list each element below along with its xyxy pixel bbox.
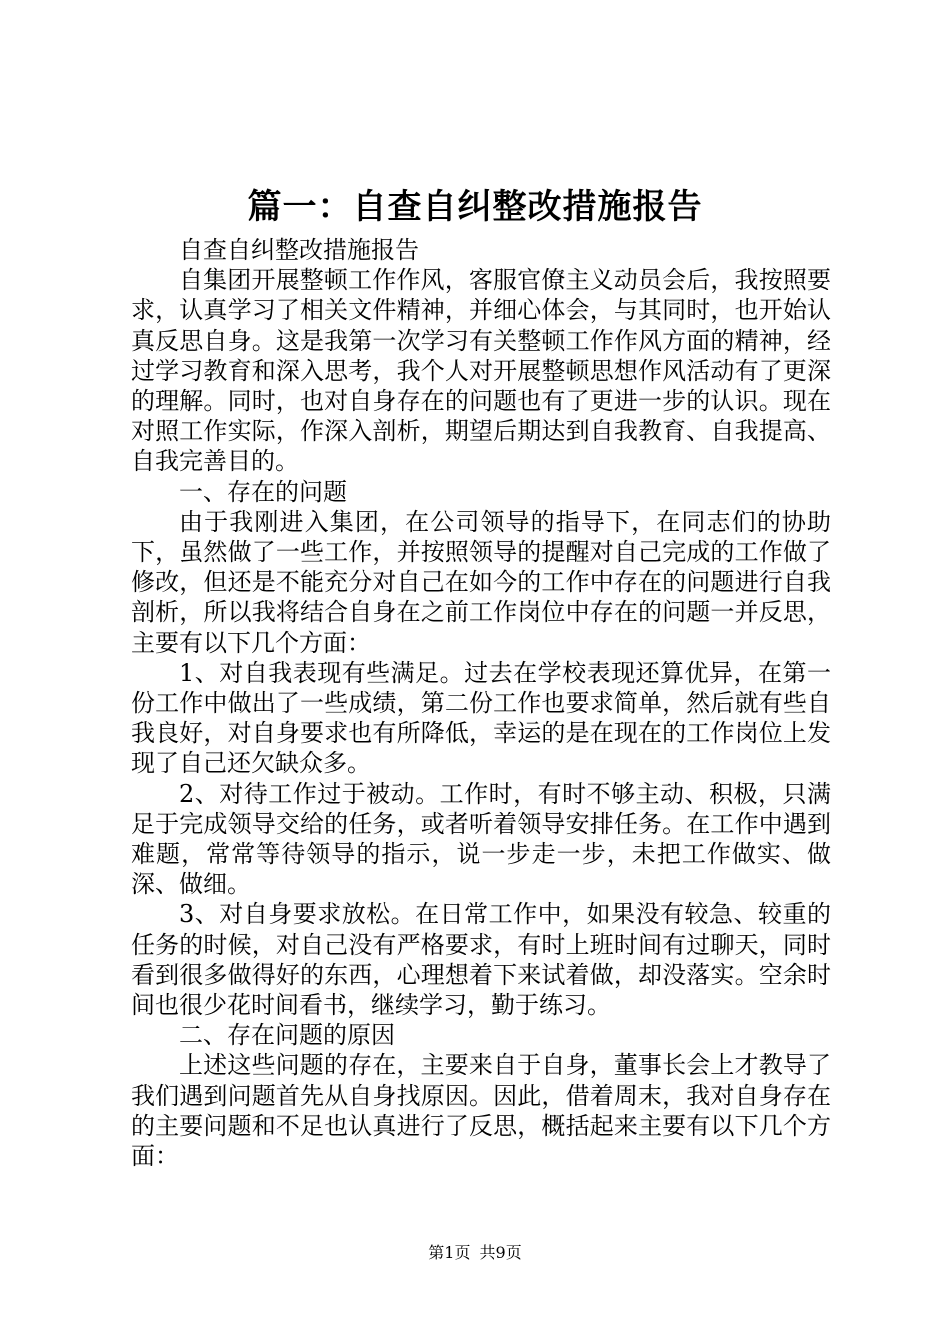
paragraph-problem-3: 3、对自身要求放松。在日常工作中，如果没有较急、较重的任务的时候，对自己没有严格要求，有时上班时间有过聊天，同时看到很多做得好的东西，心理想着下来试着做，却没落实。空余时间也很少花时间看书，继续学习，勤于练习。: [131, 900, 831, 1020]
page-total: 共9页: [479, 1243, 522, 1262]
paragraph-causes-intro: 上述这些问题的存在，主要来自于自身，董事长会上才教导了我们遇到问题首先从自身找原因。因此，借着周末，我对自身存在的主要问题和不足也认真进行了反思，概括起来主要有以下几个方面：: [131, 1051, 831, 1171]
document-title: 篇一：自查自纠整改措施报告: [247, 187, 703, 227]
paragraph-subtitle: 自查自纠整改措施报告: [179, 236, 419, 264]
section-heading-causes: 二、存在问题的原因: [179, 1021, 395, 1050]
paragraph-intro: 自集团开展整顿工作作风，客服官僚主义动员会后，我按照要求，认真学习了相关文件精神，并细心体会，与其同时，也开始认真反思自身。这是我第一次学习有关整顿工作作风方面的精神，经过学习教育和深入思考，我个人对开展整顿思想作风活动有了更深的理解。同时，也对自身存在的问题也有了更进一步的认识。现在对照工作实际，作深入剖析，期望后期达到自我教育、自我提高、自我完善目的。: [131, 266, 831, 476]
page-number: 第1页: [428, 1243, 471, 1262]
paragraph-problem-2: 2、对待工作过于被动。工作时，有时不够主动、积极，只满足于完成领导交给的任务，或者听着领导安排任务。在工作中遇到难题，常常等待领导的指示，说一步走一步，未把工作做实、做深、做细。: [131, 779, 831, 899]
section-heading-problems: 一、存在的问题: [179, 477, 347, 506]
page-footer: [0, 1240, 950, 1263]
paragraph-problem-1: 1、对自我表现有些满足。过去在学校表现还算优异，在第一份工作中做出了一些成绩，第二份工作也要求简单，然后就有些自我良好，对自身要求也有所降低，幸运的是在现在的工作岗位上发现了自己还欠缺众多。: [131, 658, 831, 778]
paragraph-problems-intro: 由于我刚进入集团，在公司领导的指导下，在同志们的协助下，虽然做了一些工作，并按照领导的提醒对自己完成的工作做了修改，但还是不能充分对自己在如今的工作中存在的问题进行自我剖析，所以我将结合自身在之前工作岗位中存在的问题一并反思，主要有以下几个方面：: [131, 507, 831, 657]
document-body: [131, 235, 831, 1171]
